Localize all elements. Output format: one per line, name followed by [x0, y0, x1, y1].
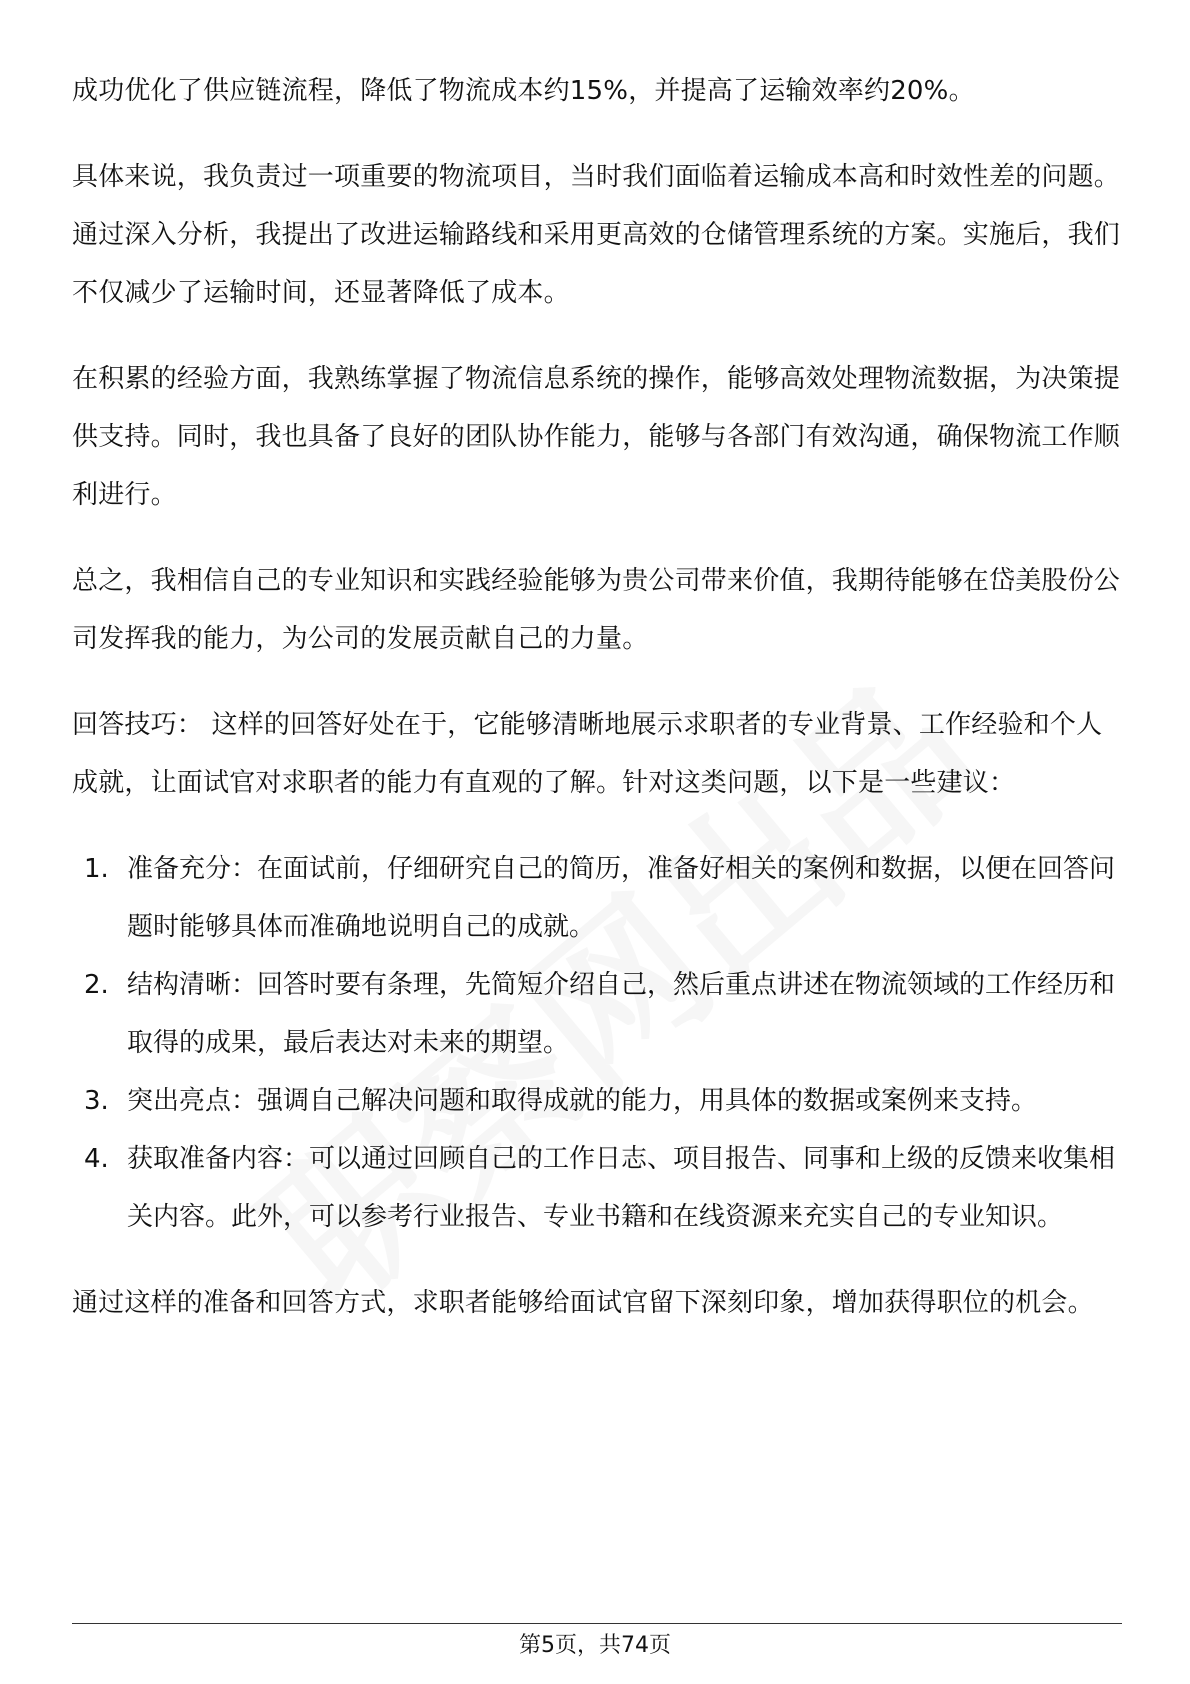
list-item-text: 结构清晰：回答时要有条理，先简短介绍自己，然后重点讲述在物流领域的工作经历和取得的成果，最后表达对未来的期望。: [127, 970, 1116, 1058]
paragraph-tips-intro: 回答技巧： 这样的回答好处在于，它能够清晰地展示求职者的专业背景、工作经验和个人成就，让面试官对求职者的能力有直观的了解。针对这类问题，以下是一些建议：: [72, 710, 1103, 798]
document-body: [72, 62, 1122, 1360]
tips-list: [72, 840, 1122, 1246]
list-item: [72, 956, 1122, 1072]
list-item: [72, 840, 1122, 956]
list-item: [72, 1130, 1122, 1246]
list-item: [72, 1072, 1122, 1130]
list-number: 1.: [84, 854, 109, 884]
paragraph-experience: 在积累的经验方面，我熟练掌握了物流信息系统的操作，能够高效处理物流数据，为决策提供支持。同时，我也具备了良好的团队协作能力，能够与各部门有效沟通，确保物流工作顺利进行。: [72, 364, 1121, 510]
list-number: 4.: [84, 1144, 109, 1174]
paragraph-result: 成功优化了供应链流程，降低了物流成本约15%，并提高了运输效率约20%。: [72, 76, 975, 106]
list-number: 3.: [84, 1086, 109, 1116]
paragraph-summary: 总之，我相信自己的专业知识和实践经验能够为贵公司带来价值，我期待能够在岱美股份公司发挥我的能力，为公司的发展贡献自己的力量。: [72, 566, 1121, 654]
list-item-text: 突出亮点：强调自己解决问题和取得成就的能力，用具体的数据或案例来支持。: [127, 1086, 1038, 1116]
footer-divider: [72, 1623, 1122, 1624]
list-number: 2.: [84, 970, 109, 1000]
list-item-text: 准备充分：在面试前，仔细研究自己的简历，准备好相关的案例和数据，以便在回答问题时能够具体而准确地说明自己的成就。: [127, 854, 1116, 942]
page-number: 第5页，共74页: [519, 1633, 671, 1658]
paragraph-closing: 通过这样的准备和回答方式，求职者能够给面试官留下深刻印象，增加获得职位的机会。: [72, 1288, 1094, 1318]
paragraph-project: 具体来说，我负责过一项重要的物流项目，当时我们面临着运输成本高和时效性差的问题。通过深入分析，我提出了改进运输路线和采用更高效的仓储管理系统的方案。实施后，我们不仅减少了运输时间，还显著降低了成本。: [72, 162, 1121, 308]
list-item-text: 获取准备内容：可以通过回顾自己的工作日志、项目报告、同事和上级的反馈来收集相关内容。此外，可以参考行业报告、专业书籍和在线资源来充实自己的专业知识。: [127, 1144, 1116, 1232]
